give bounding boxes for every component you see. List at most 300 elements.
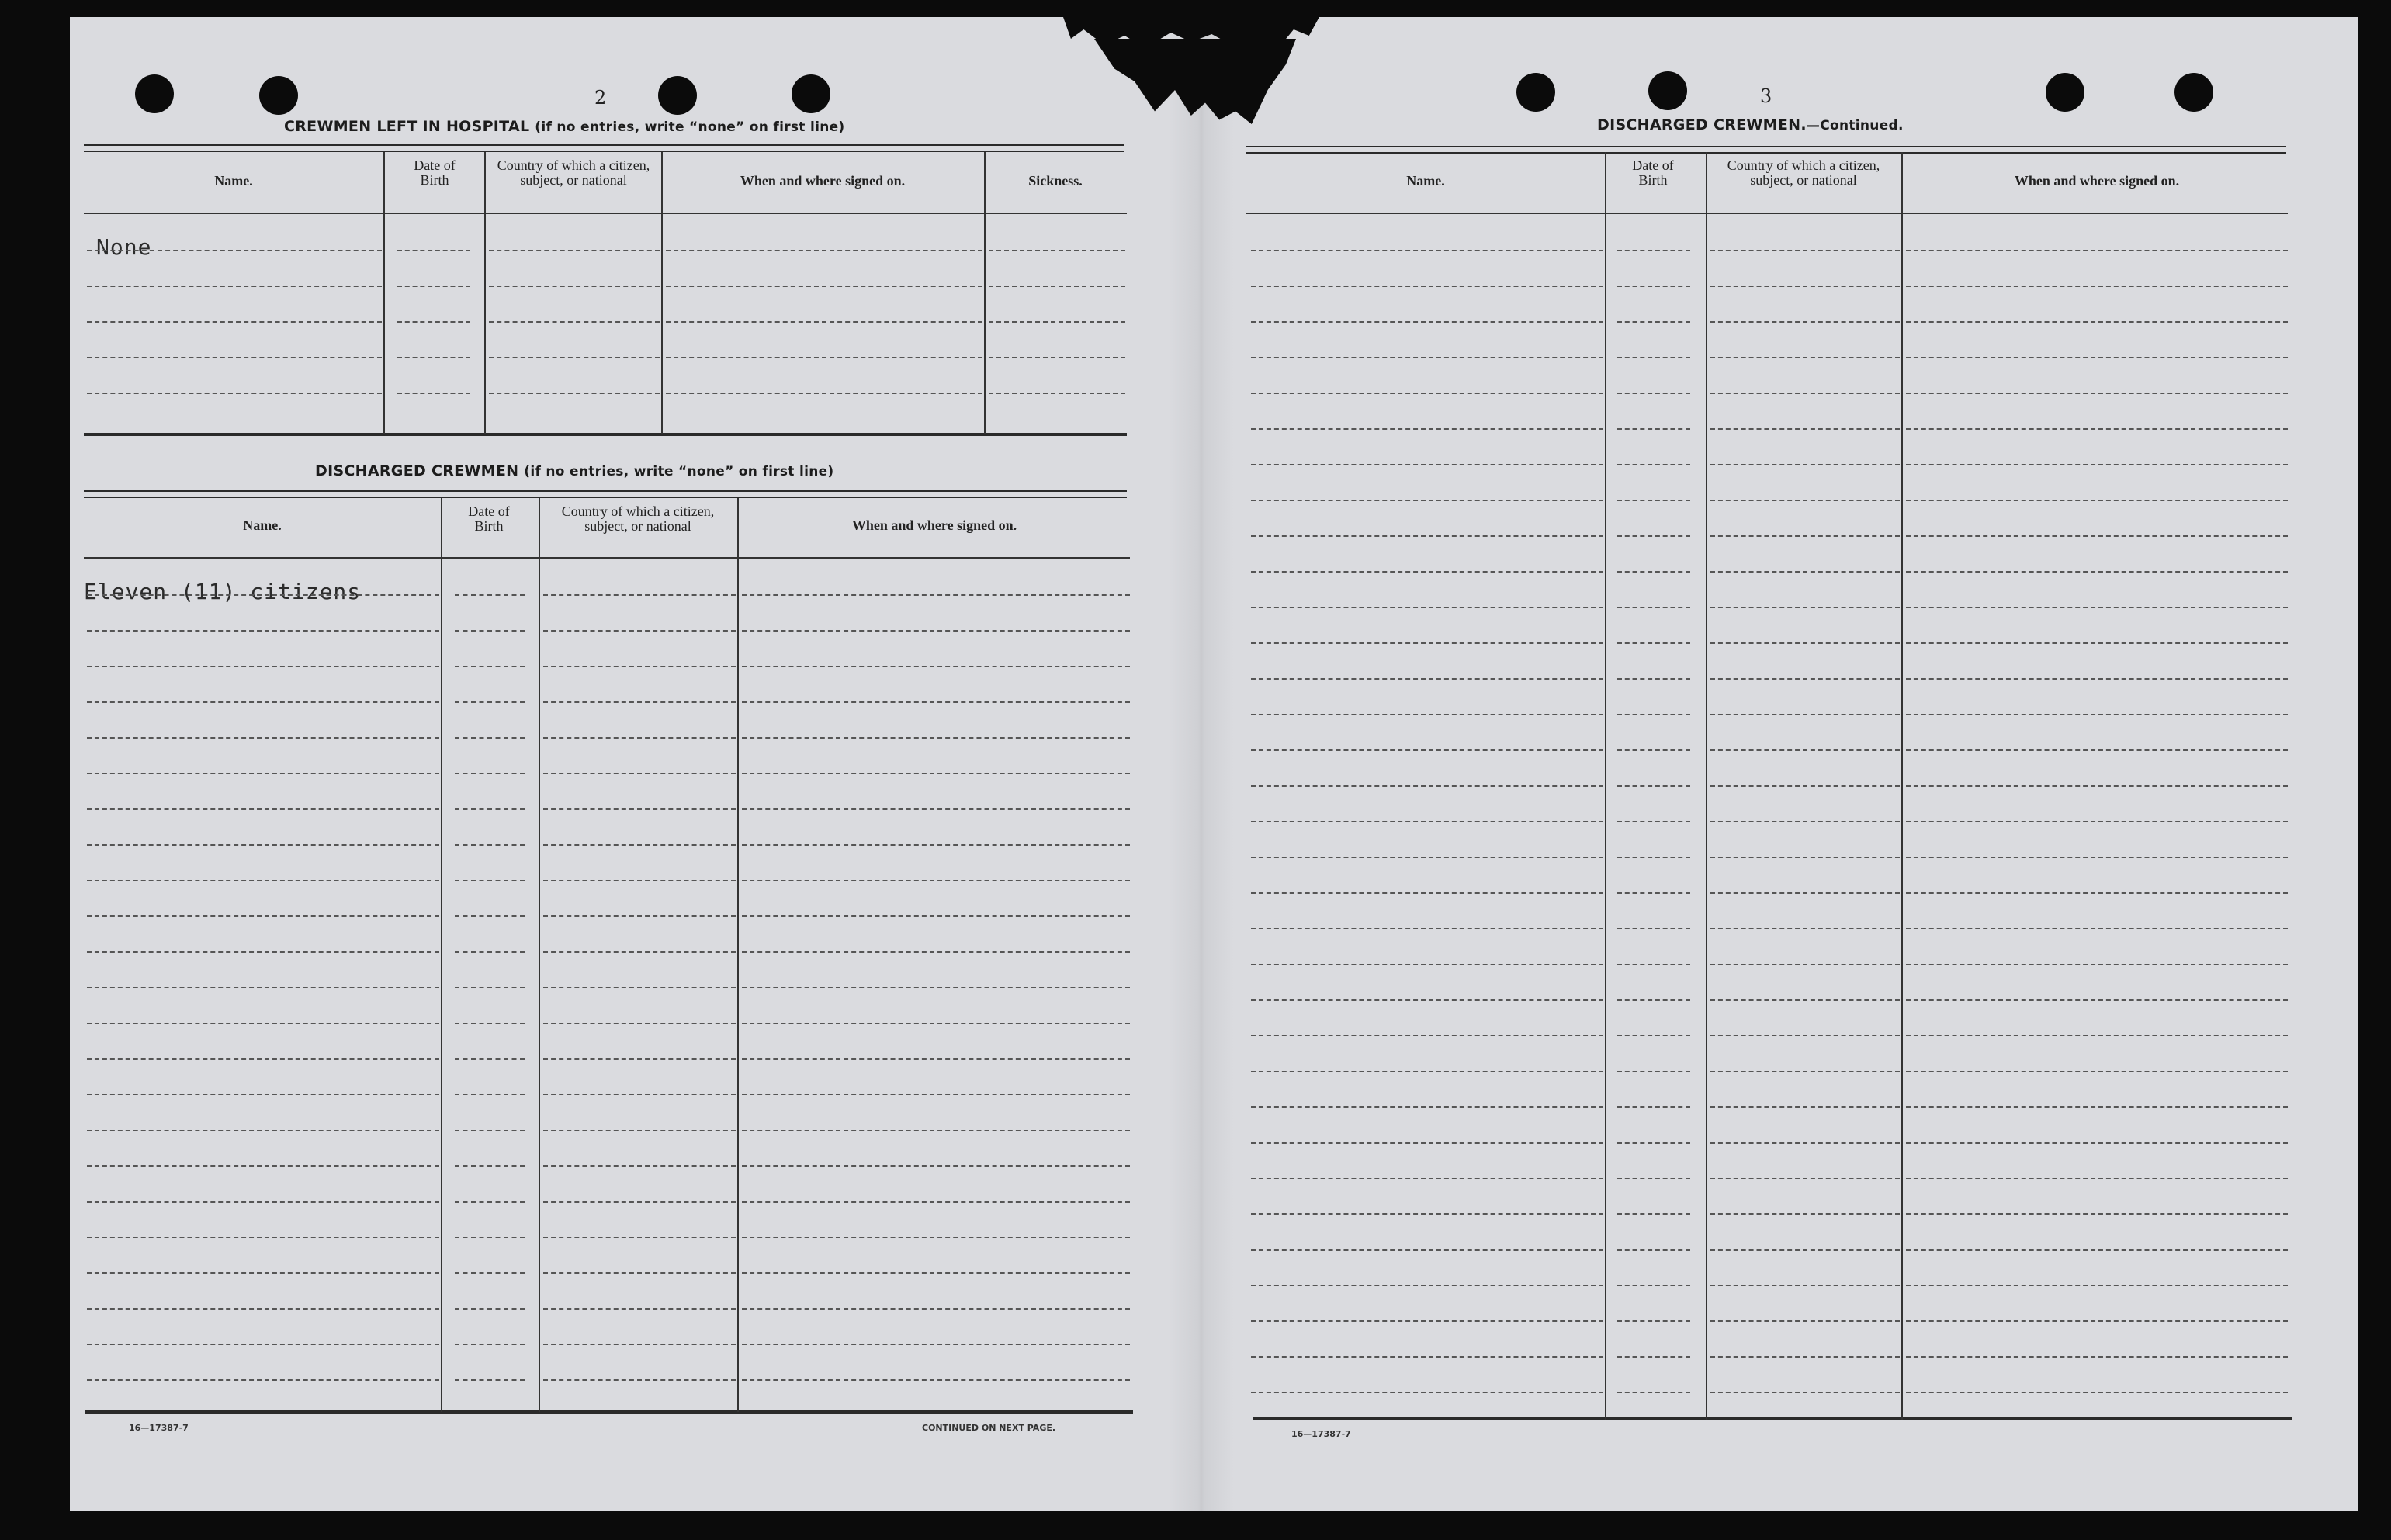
ruled-line bbox=[1617, 964, 1690, 965]
ruled-line bbox=[87, 357, 382, 358]
ruled-line bbox=[455, 1379, 525, 1381]
ruled-line bbox=[489, 393, 660, 394]
ruled-line bbox=[1617, 1142, 1690, 1144]
ruled-line bbox=[455, 1058, 525, 1060]
ruled-line bbox=[455, 1094, 525, 1095]
header-rule bbox=[84, 490, 1127, 498]
ruled-line bbox=[1617, 250, 1690, 251]
ruled-line bbox=[455, 701, 525, 703]
ruled-line bbox=[1906, 1071, 2288, 1072]
page-number: 3 bbox=[1760, 85, 1772, 107]
ruled-line bbox=[1710, 1249, 1900, 1251]
ruled-line bbox=[543, 1237, 736, 1238]
ruled-line bbox=[1710, 464, 1900, 465]
ruled-line bbox=[397, 321, 470, 323]
column-header-date-of-birth: Date of Birth bbox=[414, 157, 456, 188]
ruled-line bbox=[87, 987, 439, 988]
ruled-line bbox=[1617, 785, 1690, 787]
column-divider bbox=[383, 152, 385, 434]
ruled-line bbox=[1906, 928, 2288, 929]
column-divider bbox=[1901, 152, 1903, 1420]
ruled-line bbox=[1617, 821, 1690, 822]
column-header-sickness: Sickness. bbox=[1028, 173, 1083, 189]
ruled-line bbox=[1906, 678, 2288, 680]
ruled-line bbox=[87, 1058, 439, 1060]
discharged-first-entry: Eleven (11) citizens bbox=[84, 579, 362, 604]
column-header-date-of-birth: Date of Birth bbox=[468, 504, 510, 534]
ruled-line bbox=[1710, 642, 1900, 644]
ruled-line bbox=[1710, 964, 1900, 965]
ruled-line bbox=[543, 1379, 736, 1381]
ruled-line bbox=[742, 630, 1130, 632]
ruled-line bbox=[1710, 535, 1900, 537]
ruled-line bbox=[1251, 892, 1603, 894]
ruled-line bbox=[1617, 500, 1690, 501]
ruled-line bbox=[1251, 714, 1603, 715]
ruled-line bbox=[397, 357, 470, 358]
ruled-line bbox=[455, 951, 525, 953]
punch-hole bbox=[792, 74, 830, 113]
ruled-line bbox=[666, 286, 982, 287]
ruled-line bbox=[1251, 642, 1603, 644]
ruled-line bbox=[742, 1344, 1130, 1345]
punch-hole bbox=[2174, 73, 2213, 112]
ruled-line bbox=[397, 393, 470, 394]
ruled-line bbox=[455, 594, 525, 596]
ruled-line bbox=[1710, 1035, 1900, 1036]
ruled-line bbox=[1906, 286, 2288, 287]
ruled-line bbox=[742, 666, 1130, 667]
ruled-line bbox=[87, 630, 439, 632]
ruled-line bbox=[1617, 928, 1690, 929]
ruled-line bbox=[87, 808, 439, 810]
ruled-line bbox=[1906, 714, 2288, 715]
ruled-line bbox=[742, 1379, 1130, 1381]
ruled-line bbox=[1906, 607, 2288, 608]
ruled-line bbox=[455, 915, 525, 917]
continued-note: CONTINUED ON NEXT PAGE. bbox=[922, 1423, 1056, 1433]
ruled-line bbox=[742, 951, 1130, 953]
section-title-hospital bbox=[284, 118, 845, 135]
ruled-line bbox=[1617, 749, 1690, 751]
ruled-line bbox=[1906, 428, 2288, 430]
ruled-line bbox=[87, 1165, 439, 1167]
ruled-line bbox=[1906, 1356, 2288, 1358]
ruled-line bbox=[742, 808, 1130, 810]
column-header-signed-on: When and where signed on. bbox=[740, 173, 906, 189]
ruled-line bbox=[1251, 1213, 1603, 1215]
punch-hole bbox=[135, 74, 174, 113]
ruled-line bbox=[1710, 1285, 1900, 1286]
ruled-line bbox=[1906, 357, 2288, 358]
ruled-line bbox=[1251, 1071, 1603, 1072]
ruled-line bbox=[543, 737, 736, 739]
ruled-line bbox=[1710, 1213, 1900, 1215]
ruled-line bbox=[1710, 892, 1900, 894]
ruled-line bbox=[1906, 857, 2288, 858]
ruled-line bbox=[1617, 321, 1690, 323]
ruled-line bbox=[87, 321, 382, 323]
column-header-country: Country of which a citizen, subject, or national bbox=[561, 504, 715, 534]
ruled-line bbox=[989, 250, 1125, 251]
ruled-line bbox=[1617, 571, 1690, 573]
ruled-line bbox=[1710, 785, 1900, 787]
column-divider bbox=[737, 498, 739, 1412]
ruled-line bbox=[543, 951, 736, 953]
ruled-line bbox=[455, 1130, 525, 1131]
column-header-name: Name. bbox=[243, 517, 282, 533]
punch-hole bbox=[1648, 71, 1687, 110]
ruled-line bbox=[1617, 428, 1690, 430]
ruled-line bbox=[1906, 1285, 2288, 1286]
ruled-line bbox=[742, 1094, 1130, 1095]
ruled-line bbox=[1710, 571, 1900, 573]
ruled-line bbox=[489, 250, 660, 251]
ruled-line bbox=[87, 666, 439, 667]
ruled-line bbox=[455, 1344, 525, 1345]
ruled-line bbox=[455, 737, 525, 739]
ruled-line bbox=[543, 1344, 736, 1345]
ruled-line bbox=[543, 701, 736, 703]
ruled-line bbox=[1251, 1392, 1603, 1393]
hospital-note: (if no entries, write “none” on first line) bbox=[535, 119, 845, 135]
ruled-line bbox=[666, 393, 982, 394]
ruled-line bbox=[1251, 749, 1603, 751]
ruled-line bbox=[87, 1344, 439, 1345]
ruled-line bbox=[455, 773, 525, 774]
ruled-line bbox=[87, 844, 439, 846]
ruled-line bbox=[1710, 1106, 1900, 1108]
ruled-line bbox=[1710, 749, 1900, 751]
ruled-line bbox=[1906, 1142, 2288, 1144]
ruled-line bbox=[742, 1272, 1130, 1274]
ruled-line bbox=[1251, 357, 1603, 358]
ruled-line bbox=[1251, 500, 1603, 501]
ruled-line bbox=[1617, 892, 1690, 894]
ruled-line bbox=[1710, 1356, 1900, 1358]
page-number: 2 bbox=[594, 87, 607, 109]
ruled-line bbox=[543, 1201, 736, 1203]
ruled-line bbox=[1710, 1178, 1900, 1179]
ruled-line bbox=[87, 1272, 439, 1274]
ruled-line bbox=[1906, 964, 2288, 965]
column-header-country: Country of which a citizen, subject, or national bbox=[1727, 157, 1880, 188]
ruled-line bbox=[543, 987, 736, 988]
ruled-line bbox=[1906, 1320, 2288, 1322]
ruled-line bbox=[87, 594, 439, 596]
form-number: 16—17387-7 bbox=[1291, 1429, 1351, 1439]
ruled-line bbox=[1617, 1178, 1690, 1179]
ruled-line bbox=[1251, 286, 1603, 287]
ruled-line bbox=[543, 844, 736, 846]
punch-hole bbox=[1516, 73, 1555, 112]
ruled-line bbox=[1251, 393, 1603, 394]
ruled-line bbox=[1906, 785, 2288, 787]
header-bottom-rule bbox=[1246, 213, 2288, 214]
ruled-line bbox=[1251, 1320, 1603, 1322]
ruled-line bbox=[543, 773, 736, 774]
discharged-continued-suffix: —Continued. bbox=[1806, 118, 1904, 133]
ruled-line bbox=[543, 915, 736, 917]
ruled-line bbox=[666, 250, 982, 251]
ruled-line bbox=[543, 880, 736, 881]
ruled-line bbox=[455, 1165, 525, 1167]
ruled-line bbox=[1617, 607, 1690, 608]
ruled-line bbox=[666, 321, 982, 323]
ruled-line bbox=[1617, 999, 1690, 1001]
ruled-line bbox=[742, 1165, 1130, 1167]
ruled-line bbox=[1617, 1035, 1690, 1036]
ruled-line bbox=[87, 880, 439, 881]
ruled-line bbox=[1906, 1178, 2288, 1179]
table-bottom-rule bbox=[1253, 1417, 2292, 1420]
ruled-line bbox=[1251, 607, 1603, 608]
ruled-line bbox=[1906, 642, 2288, 644]
ruled-line bbox=[1710, 393, 1900, 394]
ruled-line bbox=[1906, 571, 2288, 573]
ruled-line bbox=[1251, 928, 1603, 929]
ruled-line bbox=[742, 1308, 1130, 1310]
ruled-line bbox=[989, 357, 1125, 358]
column-header-date-of-birth: Date of Birth bbox=[1632, 157, 1674, 188]
ruled-line bbox=[1617, 1392, 1690, 1393]
ruled-line bbox=[1906, 535, 2288, 537]
ruled-line bbox=[1710, 321, 1900, 323]
ruled-line bbox=[1710, 286, 1900, 287]
column-divider bbox=[539, 498, 540, 1412]
discharged-note: (if no entries, write “none” on first line) bbox=[524, 464, 834, 479]
ruled-line bbox=[1710, 821, 1900, 822]
column-header-signed-on: When and where signed on. bbox=[2014, 173, 2180, 189]
ruled-line bbox=[455, 1237, 525, 1238]
ruled-line bbox=[989, 286, 1125, 287]
ruled-line bbox=[455, 1023, 525, 1024]
ruled-line bbox=[455, 630, 525, 632]
ruled-line bbox=[543, 1130, 736, 1131]
ruled-line bbox=[87, 773, 439, 774]
ruled-line bbox=[1251, 678, 1603, 680]
ruled-line bbox=[1710, 1392, 1900, 1393]
ruled-line bbox=[1251, 571, 1603, 573]
ruled-line bbox=[666, 357, 982, 358]
ruled-line bbox=[742, 1237, 1130, 1238]
ruled-line bbox=[1251, 1356, 1603, 1358]
table-bottom-rule bbox=[84, 433, 1127, 436]
ruled-line bbox=[455, 844, 525, 846]
ruled-line bbox=[87, 951, 439, 953]
ruled-line bbox=[489, 321, 660, 323]
ruled-line bbox=[1710, 500, 1900, 501]
discharged-title: DISCHARGED CREWMEN bbox=[315, 462, 519, 479]
ruled-line bbox=[1617, 1285, 1690, 1286]
ruled-line bbox=[1617, 1213, 1690, 1215]
form-number: 16—17387-7 bbox=[129, 1423, 189, 1433]
ruled-line bbox=[87, 737, 439, 739]
ruled-line bbox=[1251, 250, 1603, 251]
ruled-line bbox=[1251, 535, 1603, 537]
ruled-line bbox=[543, 1023, 736, 1024]
ruled-line bbox=[1251, 1285, 1603, 1286]
ruled-line bbox=[1617, 678, 1690, 680]
ruled-line bbox=[455, 880, 525, 881]
ruled-line bbox=[455, 1201, 525, 1203]
column-divider bbox=[1605, 152, 1606, 1420]
ruled-line bbox=[1617, 393, 1690, 394]
ruled-line bbox=[87, 393, 382, 394]
ruled-line bbox=[1710, 1142, 1900, 1144]
ruled-line bbox=[1710, 678, 1900, 680]
punch-hole bbox=[2046, 73, 2084, 112]
ruled-line bbox=[742, 773, 1130, 774]
ruled-line bbox=[87, 1201, 439, 1203]
column-header-name: Name. bbox=[1406, 173, 1445, 189]
section-title-discharged bbox=[315, 462, 834, 479]
ruled-line bbox=[397, 286, 470, 287]
header-bottom-rule bbox=[84, 213, 1127, 214]
ruled-line bbox=[1710, 428, 1900, 430]
ruled-line bbox=[1617, 857, 1690, 858]
ruled-line bbox=[87, 1308, 439, 1310]
ruled-line bbox=[1710, 357, 1900, 358]
ruled-line bbox=[1906, 1213, 2288, 1215]
column-divider bbox=[484, 152, 486, 434]
ruled-line bbox=[543, 594, 736, 596]
column-divider bbox=[661, 152, 663, 434]
ruled-line bbox=[1906, 464, 2288, 465]
binding-gutter bbox=[1169, 17, 1234, 1511]
ruled-line bbox=[1617, 1249, 1690, 1251]
ruled-line bbox=[543, 666, 736, 667]
ruled-line bbox=[87, 250, 382, 251]
ruled-line bbox=[1710, 928, 1900, 929]
ruled-line bbox=[1710, 1071, 1900, 1072]
ruled-line bbox=[1617, 1320, 1690, 1322]
ruled-line bbox=[1617, 357, 1690, 358]
ruled-line bbox=[87, 915, 439, 917]
ruled-line bbox=[1251, 999, 1603, 1001]
punch-hole bbox=[259, 76, 298, 115]
punch-hole bbox=[658, 76, 697, 115]
ruled-line bbox=[989, 321, 1125, 323]
column-header-name: Name. bbox=[214, 173, 253, 189]
ruled-line bbox=[1251, 964, 1603, 965]
section-title-discharged-continued bbox=[1597, 116, 1904, 133]
ruled-line bbox=[543, 1272, 736, 1274]
ruled-line bbox=[742, 1023, 1130, 1024]
ruled-line bbox=[1617, 642, 1690, 644]
ruled-line bbox=[1906, 250, 2288, 251]
left-page bbox=[70, 17, 1201, 1511]
ruled-line bbox=[742, 1130, 1130, 1131]
ruled-line bbox=[1906, 1035, 2288, 1036]
ruled-line bbox=[87, 1023, 439, 1024]
ruled-line bbox=[87, 1379, 439, 1381]
ruled-line bbox=[1251, 1035, 1603, 1036]
ruled-line bbox=[742, 1058, 1130, 1060]
hospital-title: CREWMEN LEFT IN HOSPITAL bbox=[284, 118, 530, 135]
ruled-line bbox=[1710, 250, 1900, 251]
column-divider bbox=[984, 152, 986, 434]
ruled-line bbox=[87, 286, 382, 287]
ruled-line bbox=[455, 987, 525, 988]
ruled-line bbox=[455, 666, 525, 667]
ruled-line bbox=[742, 1201, 1130, 1203]
column-header-signed-on: When and where signed on. bbox=[851, 517, 1017, 533]
ruled-line bbox=[489, 357, 660, 358]
ruled-line bbox=[742, 880, 1130, 881]
column-header-country: Country of which a citizen, subject, or national bbox=[497, 157, 650, 188]
discharged-continued-title: DISCHARGED CREWMEN. bbox=[1597, 116, 1807, 133]
ruled-line bbox=[1906, 821, 2288, 822]
ruled-line bbox=[489, 286, 660, 287]
ruled-line bbox=[742, 701, 1130, 703]
right-page bbox=[1201, 17, 2358, 1511]
ruled-line bbox=[1710, 999, 1900, 1001]
ruled-line bbox=[742, 594, 1130, 596]
ruled-line bbox=[1906, 892, 2288, 894]
ruled-line bbox=[1906, 999, 2288, 1001]
ruled-line bbox=[1906, 749, 2288, 751]
ruled-line bbox=[1617, 1106, 1690, 1108]
ruled-line bbox=[1617, 1356, 1690, 1358]
ruled-line bbox=[1251, 464, 1603, 465]
ruled-line bbox=[1710, 714, 1900, 715]
ruled-line bbox=[742, 987, 1130, 988]
ruled-line bbox=[455, 808, 525, 810]
ruled-line bbox=[455, 1308, 525, 1310]
ruled-line bbox=[989, 393, 1125, 394]
ruled-line bbox=[87, 1094, 439, 1095]
ruled-line bbox=[543, 1094, 736, 1095]
ruled-line bbox=[1906, 1392, 2288, 1393]
ruled-line bbox=[1906, 321, 2288, 323]
ruled-line bbox=[1710, 857, 1900, 858]
ruled-line bbox=[1251, 857, 1603, 858]
ruled-line bbox=[1251, 785, 1603, 787]
ruled-line bbox=[543, 808, 736, 810]
ruled-line bbox=[543, 1165, 736, 1167]
ruled-line bbox=[455, 1272, 525, 1274]
header-bottom-rule bbox=[84, 557, 1130, 559]
column-divider bbox=[441, 498, 442, 1412]
ruled-line bbox=[1617, 1071, 1690, 1072]
ruled-line bbox=[543, 630, 736, 632]
ruled-line bbox=[1251, 821, 1603, 822]
ruled-line bbox=[1251, 321, 1603, 323]
ruled-line bbox=[397, 250, 470, 251]
ruled-line bbox=[543, 1308, 736, 1310]
ruled-line bbox=[1906, 1249, 2288, 1251]
ruled-line bbox=[1617, 535, 1690, 537]
ruled-line bbox=[1251, 1142, 1603, 1144]
ruled-line bbox=[1617, 286, 1690, 287]
ruled-line bbox=[87, 701, 439, 703]
ruled-line bbox=[87, 1130, 439, 1131]
ruled-line bbox=[543, 1058, 736, 1060]
column-divider bbox=[1706, 152, 1707, 1420]
ruled-line bbox=[1906, 1106, 2288, 1108]
ruled-line bbox=[742, 915, 1130, 917]
ruled-line bbox=[1906, 500, 2288, 501]
ruled-line bbox=[1710, 1320, 1900, 1322]
ruled-line bbox=[1251, 428, 1603, 430]
ruled-line bbox=[1710, 607, 1900, 608]
table-bottom-rule bbox=[85, 1410, 1133, 1414]
ruled-line bbox=[742, 737, 1130, 739]
hospital-first-entry: None bbox=[96, 234, 152, 260]
ruled-line bbox=[1906, 393, 2288, 394]
ruled-line bbox=[87, 1237, 439, 1238]
